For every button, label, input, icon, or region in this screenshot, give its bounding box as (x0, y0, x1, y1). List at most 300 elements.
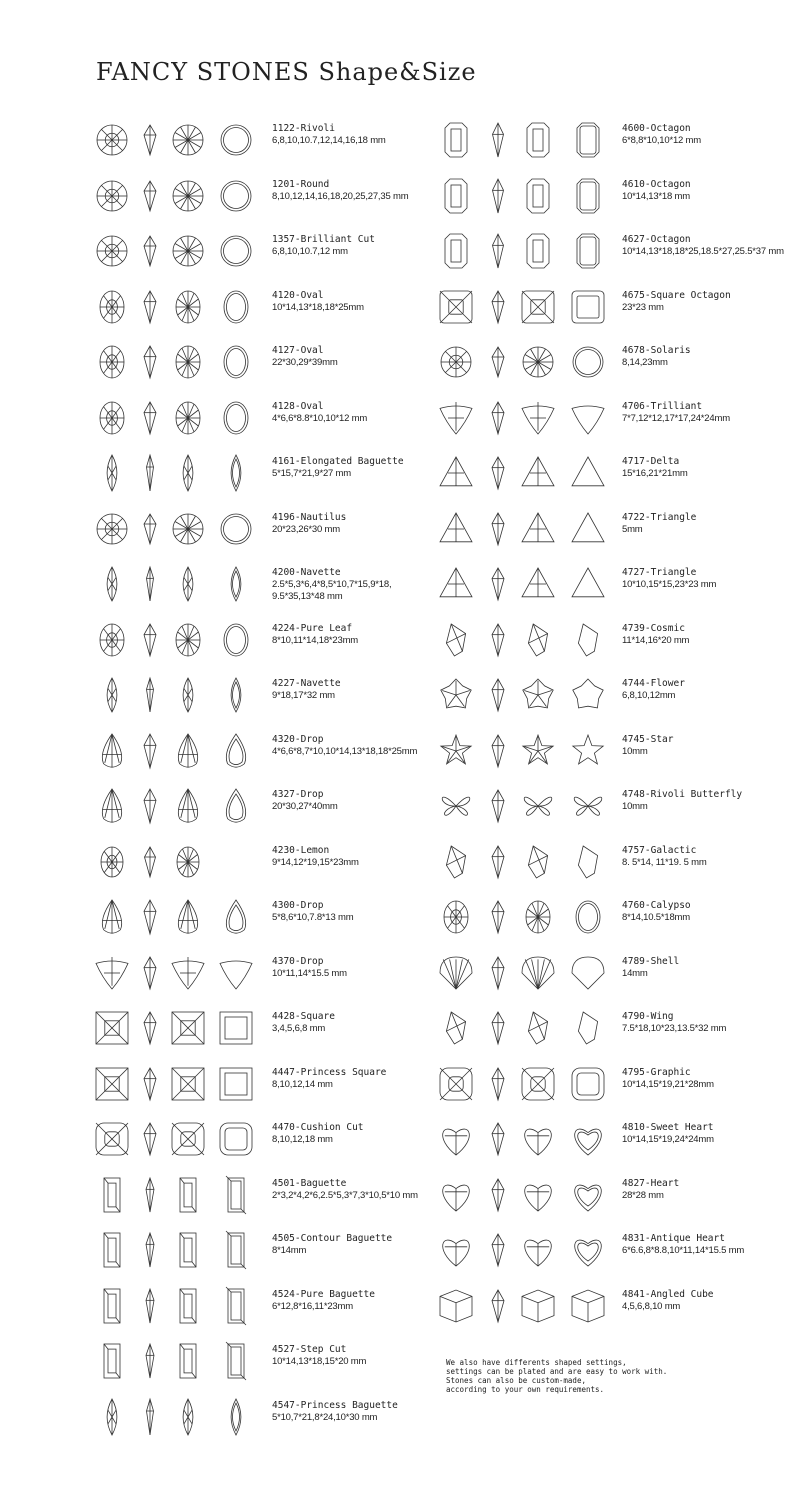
stone-code: 4827-Heart (622, 1177, 680, 1189)
stone-label (622, 511, 696, 536)
elong-view-icon (147, 1399, 154, 1435)
cosmic-icon (438, 840, 613, 886)
elong-icon (90, 451, 260, 497)
stone-sizes: 10*14,13*18 mm (622, 190, 690, 202)
square-icon (90, 1062, 260, 1108)
navette-view-icon (231, 678, 241, 712)
octagon-view-icon (445, 179, 467, 213)
stone-code: 4196-Nautilus (272, 511, 347, 523)
oval-view-icon (176, 402, 200, 434)
cube-view-icon (492, 1290, 504, 1322)
octagon-view-icon (527, 179, 549, 213)
stone-sizes: 23*23 mm (622, 301, 664, 313)
stone-label (272, 233, 375, 258)
stone-label (622, 1121, 714, 1146)
stone-code: 4739-Cosmic (622, 622, 685, 634)
round-view-icon (221, 236, 251, 266)
drop-view-icon (178, 789, 197, 822)
octagon-view-icon (493, 234, 504, 268)
stone-label (272, 788, 338, 813)
round-view-icon (97, 181, 127, 211)
stone-label (622, 844, 707, 869)
square-view-icon (96, 1068, 128, 1100)
rect-view-icon (146, 1344, 154, 1378)
square-view-icon (172, 1012, 204, 1044)
sqoct-view-icon (440, 291, 472, 323)
heart-icon (438, 1117, 613, 1163)
round-view-icon (144, 514, 156, 544)
square-view-icon (220, 1012, 252, 1044)
heart-view-icon (443, 1185, 470, 1211)
stone-sizes: 2*3,2*4,2*6,2.5*5,3*7,3*10,5*10 mm (272, 1189, 418, 1201)
sqoct-view-icon (572, 291, 604, 323)
rivoli-view-icon (97, 125, 127, 155)
stone-sizes: 7*7,12*12,17*17,24*24mm (622, 412, 730, 424)
rect-view-icon (180, 1344, 196, 1378)
stone-code: 4610-Octagon (622, 178, 691, 190)
oval-view-icon (224, 402, 248, 434)
square-icon (90, 1006, 260, 1052)
oval-view-icon (176, 624, 200, 656)
navette-icon (90, 673, 260, 719)
stone-code: 4678-Solaris (622, 345, 691, 356)
stone-code: 4841-Angled Cube (622, 1288, 714, 1300)
stone-code: 4227-Navette (272, 678, 341, 689)
cushion-view-icon (144, 1123, 156, 1155)
oval-view-icon (144, 346, 156, 378)
oval-view-icon (492, 901, 504, 933)
triangle-icon (438, 451, 613, 497)
drop-view-icon (144, 789, 156, 823)
stone-sizes: 2.5*5,3*6,4*8,5*10,7*15,9*18, (272, 579, 392, 590)
stone-sizes: 10*14,15*19,24*24mm (622, 1134, 714, 1145)
heart-view-icon (525, 1240, 552, 1266)
stone-sizes: 4,5,6,8,10 mm (622, 1300, 681, 1312)
round-view-icon (221, 514, 251, 544)
heart-view-icon (575, 1185, 602, 1211)
stone-label (622, 1177, 679, 1202)
octagon-icon (438, 174, 613, 220)
star-view-icon (573, 735, 603, 764)
stone-sizes: 6*6.6,8*8.8,10*11,14*15.5 mm (622, 1245, 745, 1256)
wing-view-icon (492, 1012, 504, 1044)
stone-label (272, 344, 338, 369)
stone-label (272, 122, 386, 147)
baguette-view-icon (180, 1233, 196, 1267)
heart-icon (438, 1173, 613, 1219)
star-view-icon (441, 735, 471, 764)
rivoli-view-icon (221, 125, 251, 155)
trillion-view-icon (572, 406, 604, 434)
stone-sizes: 20*23,26*30 mm (272, 523, 340, 535)
triangle-view-icon (440, 568, 472, 597)
round-view-icon (221, 181, 251, 211)
star-icon (438, 729, 613, 775)
stone-label (272, 844, 359, 869)
stone-code: 4706-Trilliant (622, 400, 703, 412)
stone-label (622, 289, 731, 314)
lemon-view-icon (177, 847, 199, 877)
stone-code: 4675-Square Octagon (622, 289, 731, 301)
wing-view-icon (528, 1012, 547, 1044)
trillion-icon (438, 396, 613, 442)
baguette-view-icon (180, 1289, 196, 1323)
stone-code: 4722-Triangle (622, 511, 697, 523)
stone-sizes: 8*10,11*14,18*23mm (272, 634, 359, 646)
stone-code: 4760-Calypso (622, 900, 691, 911)
oval-icon (438, 895, 613, 941)
oval-icon (90, 396, 260, 442)
stone-sizes: 10*14,13*18,18*25,18.5*27,25.5*37 mm (622, 246, 784, 257)
stone-label (272, 455, 404, 480)
shell-view-icon (572, 957, 604, 989)
baguette-view-icon (146, 1178, 154, 1212)
stone-code: 4810-Sweet Heart (622, 1122, 714, 1133)
heart-view-icon (525, 1185, 552, 1211)
elong-view-icon (231, 1399, 241, 1435)
oval-view-icon (100, 624, 124, 656)
solaris-icon (438, 340, 613, 386)
drop-view-icon (178, 734, 197, 767)
stone-code: 4501-Baguette (272, 1177, 347, 1189)
stone-sizes: 9*14,12*19,15*23mm (272, 856, 359, 868)
cosmic-view-icon (446, 846, 465, 878)
oval-view-icon (100, 402, 124, 434)
navette-view-icon (147, 678, 154, 712)
trillion-view-icon (144, 957, 156, 989)
octagon-view-icon (445, 234, 467, 268)
octagon-icon (438, 229, 613, 275)
stone-sizes: 6,8,10,12mm (622, 690, 676, 701)
stone-sizes: 8. 5*14, 11*19. 5 mm (622, 856, 707, 868)
triangle-icon (438, 507, 613, 553)
footer-line: Stones can also be custom-made, (446, 1376, 586, 1385)
octagon-view-icon (577, 179, 599, 213)
stone-code: 4795-Graphic (622, 1066, 691, 1078)
elong-view-icon (147, 455, 154, 491)
navette-view-icon (231, 567, 241, 601)
octagon-view-icon (577, 234, 599, 268)
stone-label (622, 788, 742, 813)
stone-label (272, 677, 341, 702)
stone-label (272, 1232, 392, 1257)
stone-sizes: 6*12,8*16,11*23mm (272, 1300, 353, 1312)
stone-code: 4524-Pure Baguette (272, 1288, 375, 1300)
solaris-view-icon (573, 347, 603, 377)
cushion-view-icon (440, 1068, 472, 1100)
baguette-view-icon (104, 1178, 120, 1212)
stone-label (272, 733, 417, 758)
stone-code: 4627-Octagon (622, 234, 691, 245)
stone-label (272, 566, 391, 603)
trillion-view-icon (440, 402, 472, 434)
stone-label (272, 178, 408, 203)
stone-label (622, 733, 673, 758)
stone-code: 4505-Contour Baguette (272, 1233, 393, 1244)
octagon-view-icon (577, 123, 599, 157)
stone-label (272, 1288, 375, 1313)
stone-label (622, 1066, 714, 1091)
stone-sizes: 8*14mm (272, 1245, 307, 1256)
stone-sizes: 6,8,10,10.7,12 mm (272, 246, 348, 257)
shell-view-icon (492, 957, 504, 989)
triangle-view-icon (440, 513, 472, 542)
cosmic-view-icon (492, 846, 504, 878)
oval-icon (90, 285, 260, 331)
stone-label (272, 1343, 366, 1368)
stone-code: 4161-Elongated Baguette (272, 456, 404, 467)
trillion-view-icon (220, 961, 252, 989)
stone-sizes: 4*6,6*8,7*10,10*14,13*18,18*25mm (272, 745, 418, 757)
stone-sizes: 8,10,12,14 mm (272, 1078, 333, 1090)
stone-sizes: 9*18,17*32 mm (272, 690, 335, 701)
round-view-icon (173, 236, 203, 266)
baguette-icon (90, 1228, 260, 1274)
baguette-view-icon (226, 1176, 246, 1214)
rivoli-view-icon (144, 125, 156, 155)
rect-view-icon (104, 1344, 120, 1378)
stone-sizes: 10*14,13*18,15*20 mm (272, 1356, 367, 1367)
stone-sizes: 11*14,16*20 mm (622, 634, 690, 646)
cosmic-view-icon (578, 624, 597, 656)
oval-icon (90, 618, 260, 664)
stone-code: 4757-Galactic (622, 844, 697, 856)
trillion-view-icon (492, 402, 504, 434)
oval-view-icon (176, 291, 200, 323)
drop-view-icon (102, 734, 121, 767)
heart-view-icon (492, 1179, 504, 1211)
sqoct-view-icon (522, 291, 554, 323)
navette-view-icon (107, 567, 117, 601)
stone-code: 4748-Rivoli Butterfly (622, 789, 743, 800)
flower-icon (438, 673, 613, 719)
cushion-icon (438, 1062, 613, 1108)
lemon-icon (90, 840, 260, 886)
square-view-icon (172, 1068, 204, 1100)
oval-view-icon (100, 291, 124, 323)
navette-view-icon (183, 678, 193, 712)
stone-label (622, 122, 701, 147)
baguette-view-icon (104, 1289, 120, 1323)
cushion-view-icon (492, 1068, 504, 1100)
elong-view-icon (183, 1399, 193, 1435)
stone-code: 4428-Square (272, 1011, 335, 1022)
heart-view-icon (443, 1240, 470, 1266)
stone-code: 1122-Rivoli (272, 123, 335, 134)
stone-code: 4300-Drop (272, 900, 324, 911)
stone-sizes: 5*10,7*21,8*24,10*30 mm (272, 1411, 378, 1423)
octagon-view-icon (527, 234, 549, 268)
stone-sizes: 3,4,5,6,8 mm (272, 1023, 326, 1034)
stone-sizes: 8*14,10.5*18mm (622, 912, 690, 923)
butterfly-view-icon (492, 790, 504, 822)
stone-sizes: 4*6,6*8.8*10,10*12 mm (272, 412, 368, 424)
stone-label (272, 400, 367, 425)
round-view-icon (97, 514, 127, 544)
triangle-view-icon (522, 513, 554, 542)
trillion-view-icon (172, 957, 204, 989)
drop-view-icon (226, 789, 245, 822)
triangle-icon (438, 562, 613, 608)
stone-sizes: 10*11,14*15.5 mm (272, 967, 347, 979)
baguette-view-icon (146, 1233, 154, 1267)
navette-view-icon (183, 567, 193, 601)
stone-sizes: 10*14,13*18,18*25mm (272, 301, 364, 313)
stone-code: 4327-Drop (272, 789, 324, 800)
stone-sizes: 10mm (622, 745, 648, 757)
drop-view-icon (226, 734, 245, 767)
oval-icon (90, 340, 260, 386)
butterfly-icon (438, 784, 613, 830)
stone-code: 4831-Antique Heart (622, 1233, 725, 1244)
stone-label (622, 344, 691, 369)
stone-label (272, 622, 358, 647)
square-view-icon (144, 1012, 156, 1044)
butterfly-view-icon (442, 797, 470, 815)
stone-code: 4789-Shell (622, 955, 680, 967)
stone-sizes: 8,10,12,14,16,18,20,25,27,35 mm (272, 190, 409, 202)
stone-code: 4470-Cushion Cut (272, 1122, 364, 1133)
cushion-view-icon (220, 1123, 252, 1155)
oval-view-icon (224, 346, 248, 378)
drop-icon (90, 784, 260, 830)
lemon-view-icon (101, 847, 123, 877)
lemon-view-icon (145, 847, 156, 877)
stone-sizes-continued: 9.5*35,13*48 mm (272, 591, 343, 602)
footer-line: We also have differents shaped settings, (446, 1358, 627, 1367)
stone-label (622, 1288, 714, 1313)
cosmic-view-icon (528, 624, 547, 656)
octagon-view-icon (493, 179, 504, 213)
stone-sizes: 20*30,27*40mm (272, 801, 338, 812)
sqoct-view-icon (492, 291, 504, 323)
stone-label (622, 899, 691, 924)
stone-sizes: 14mm (622, 967, 648, 979)
oval-view-icon (444, 901, 468, 933)
stone-sizes: 10*14,15*19,21*28mm (622, 1078, 714, 1090)
octagon-icon (438, 118, 613, 164)
stone-code: 1357-Brilliant Cut (272, 234, 375, 245)
cube-view-icon (522, 1290, 554, 1322)
stone-sizes: 8,10,12,18 mm (272, 1134, 333, 1145)
round-icon (90, 229, 260, 275)
cosmic-view-icon (446, 624, 465, 656)
cushion-icon (90, 1117, 260, 1163)
triangle-view-icon (572, 568, 604, 597)
cosmic-view-icon (528, 846, 547, 878)
baguette-icon (90, 1173, 260, 1219)
stone-code: 4744-Flower (622, 678, 685, 689)
stone-code: 4600-Octagon (622, 123, 691, 134)
triangle-view-icon (522, 568, 554, 597)
stone-code: 4547-Princess Baguette (272, 1399, 398, 1411)
stone-sizes: 7.5*18,10*23,13.5*32 mm (622, 1023, 727, 1034)
stone-code: 1201-Round (272, 178, 330, 190)
shell-view-icon (522, 957, 554, 989)
stone-label (272, 289, 364, 314)
drop-view-icon (144, 900, 156, 934)
stone-code: 4230-Lemon (272, 844, 330, 856)
heart-view-icon (443, 1129, 470, 1155)
cushion-view-icon (96, 1123, 128, 1155)
round-icon (90, 507, 260, 553)
star-view-icon (523, 735, 553, 764)
stone-code: 4128-Oval (272, 400, 324, 412)
cushion-view-icon (572, 1068, 604, 1100)
triangle-view-icon (440, 457, 472, 486)
oval-view-icon (144, 402, 156, 434)
rivoli-view-icon (173, 125, 203, 155)
elong-view-icon (231, 455, 241, 491)
oval-view-icon (100, 346, 124, 378)
heart-view-icon (525, 1129, 552, 1155)
solaris-view-icon (441, 347, 471, 377)
square-view-icon (96, 1012, 128, 1044)
rect-icon (90, 1339, 260, 1385)
oval-view-icon (144, 624, 156, 656)
stone-code: 4320-Drop (272, 733, 324, 745)
star-view-icon (492, 735, 504, 767)
oval-view-icon (224, 624, 248, 656)
cushion-view-icon (172, 1123, 204, 1155)
triangle-view-icon (572, 457, 604, 486)
cosmic-view-icon (578, 846, 597, 878)
stone-label (622, 233, 784, 258)
baguette-view-icon (104, 1233, 120, 1267)
round-view-icon (144, 181, 156, 211)
footer-line: according to your own requirements. (446, 1385, 605, 1394)
shell-icon (438, 951, 613, 997)
navette-icon (90, 562, 260, 608)
stone-sizes: 5mm (622, 523, 643, 535)
stone-label (272, 1399, 398, 1424)
baguette-icon (90, 1284, 260, 1330)
square-view-icon (220, 1068, 252, 1100)
rivoli-icon (90, 118, 260, 164)
stone-label (622, 955, 679, 980)
elong-view-icon (107, 455, 117, 491)
heart-icon (438, 1228, 613, 1274)
octagon-view-icon (493, 123, 504, 157)
baguette-view-icon (226, 1231, 246, 1269)
stone-label (272, 955, 347, 980)
triangle-view-icon (492, 457, 504, 489)
butterfly-view-icon (524, 797, 552, 815)
stone-label (622, 178, 691, 203)
rect-view-icon (226, 1342, 246, 1380)
flower-view-icon (573, 679, 603, 708)
stone-code: 4717-Delta (622, 456, 680, 467)
triangle-view-icon (492, 568, 504, 600)
baguette-view-icon (180, 1178, 196, 1212)
stone-code: 4120-Oval (272, 289, 324, 301)
stone-label (622, 566, 716, 591)
stone-label (272, 1177, 418, 1202)
octagon-view-icon (527, 123, 549, 157)
heart-view-icon (492, 1234, 504, 1266)
drop-view-icon (144, 734, 156, 768)
trillion-view-icon (96, 957, 128, 989)
baguette-view-icon (146, 1289, 154, 1323)
flower-view-icon (441, 679, 471, 708)
drop-view-icon (226, 900, 245, 933)
triangle-view-icon (572, 513, 604, 542)
square-view-icon (144, 1068, 156, 1100)
cosmic-view-icon (492, 624, 504, 656)
flower-view-icon (523, 679, 553, 708)
trillion-icon (90, 951, 260, 997)
stone-sizes: 5*8,6*10,7.8*13 mm (272, 912, 354, 923)
